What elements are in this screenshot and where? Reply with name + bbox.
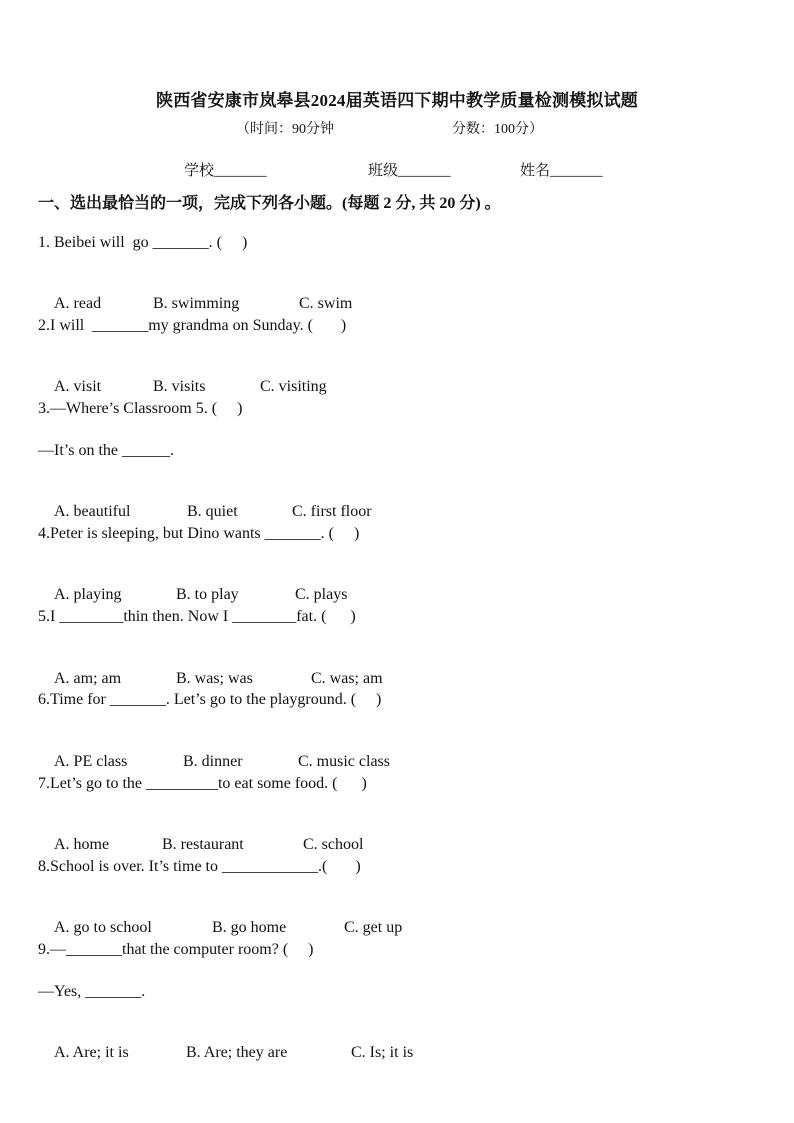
question-4-stem: 4.Peter is sleeping, but Dino wants _______. ( ) [38,525,360,542]
question-7-stem: 7.Let’s go to the _________to eat some food. ( ) [38,775,367,792]
school-field: 学校_______ [184,163,267,179]
option-b: B. restaurant [162,836,244,853]
option-c: C. get up [344,919,403,936]
name-field: 姓名_______ [520,163,603,179]
option-a: A. read [54,295,102,312]
option-b: B. swimming [153,295,240,312]
option-a: A. am; am [54,670,122,687]
option-b: B. to play [176,586,239,603]
option-c: C. first floor [292,503,372,520]
option-c: C. visiting [260,378,327,395]
option-b: B. visits [153,378,206,395]
class-field: 班级_______ [368,163,451,179]
question-8-stem: 8.School is over. It’s time to ____________.( ) [38,858,361,875]
option-b: B. Are; they are [186,1044,288,1061]
option-b: B. quiet [187,503,238,520]
section-heading: 一、选出最恰当的一项，完成下列各小题。(每题 2 分, 共 20 分) 。 [38,195,501,212]
option-a: A. go to school [54,919,152,936]
option-c: C. school [303,836,364,853]
question-3-answer-line: —It’s on the ______. [38,442,174,459]
option-b: B. dinner [183,753,243,770]
option-c: C. plays [295,586,348,603]
question-6-stem: 6.Time for _______. Let’s go to the playground. ( ) [38,691,382,708]
exam-time: （时间：90分钟 [236,122,334,137]
option-a: A. playing [54,586,122,603]
question-9-options [38,1023,413,1083]
option-a: A. visit [54,378,102,395]
option-a: A. beautiful [54,503,131,520]
question-2-stem: 2.I will _______my grandma on Sunday. ( ) [38,317,347,334]
option-a: A. Are; it is [54,1044,129,1061]
question-9-stem: 9.—_______that the computer room? ( ) [38,941,314,958]
option-b: B. was; was [176,670,253,687]
option-a: A. PE class [54,753,128,770]
student-info-row [0,159,794,179]
exam-score: 分数：100分） [452,122,543,137]
option-a: A. home [54,836,110,853]
question-1-stem: 1. Beibei will go _______. ( ) [38,234,248,251]
question-5-stem: 5.I ________thin then. Now I ________fat. ( ) [38,608,356,625]
question-9-answer-line: —Yes, _______. [38,983,146,1000]
option-c: C. Is; it is [351,1044,414,1061]
option-b: B. go home [212,919,287,936]
question-3-stem: 3.—Where’s Classroom 5. ( ) [38,400,243,417]
option-c: C. swim [299,295,353,312]
option-c: C. was; am [311,670,383,687]
option-c: C. music class [298,753,390,770]
page-title: 陕西省安康市岚皋县2024届英语四下期中教学质量检测模拟试题 [156,91,638,110]
